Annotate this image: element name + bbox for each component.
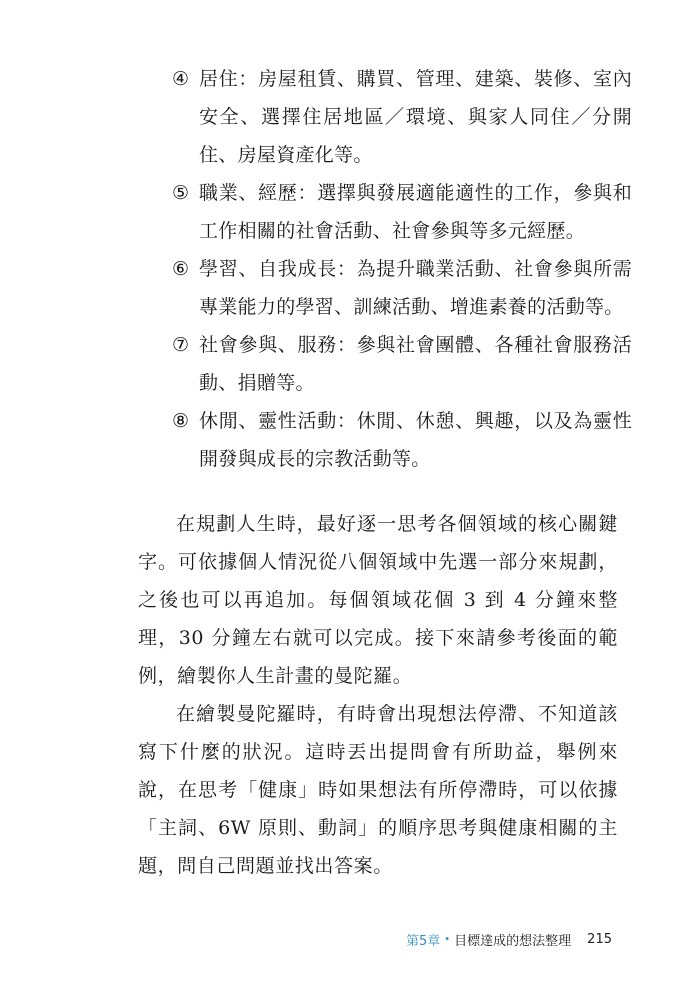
list-item	[172, 326, 632, 402]
list-item	[172, 250, 632, 326]
list-item-marker: ⑤	[172, 182, 190, 204]
list-item-text: 居住：房屋租賃、購買、管理、建築、裝修、室內安全、選擇住居地區／環境、與家人同住／分開住、房屋資產化等。	[199, 68, 632, 166]
list-item-text: 社會參與、服務：參與社會團體、各種社會服務活動、捐贈等。	[199, 334, 632, 394]
page-footer	[406, 930, 612, 949]
list-item-text: 學習、自我成長：為提升職業活動、社會參與所需專業能力的學習、訓練活動、增進素養的活動等。	[199, 258, 632, 318]
chapter-label: 第5章	[405, 934, 441, 949]
footer-separator: •	[444, 934, 451, 945]
page-number: 215	[587, 932, 612, 947]
list-item-marker: ⑧	[172, 410, 190, 432]
list-item-marker: ⑦	[172, 334, 190, 356]
list-item-text: 職業、經歷：選擇與發展適能適性的工作，參與和工作相關的社會活動、社會參與等多元經歷。	[199, 182, 632, 242]
list-item-marker: ④	[172, 68, 190, 90]
list-item	[172, 402, 632, 478]
chapter-title: 目標達成的想法整理	[454, 934, 572, 949]
list-item	[172, 174, 632, 250]
life-domain-list	[172, 60, 632, 478]
paragraph: 在繪製曼陀羅時，有時會出現想法停滯、不知道該寫下什麼的狀況。這時丟出提問會有所助益，舉例來說，在思考「健康」時如果想法有所停滯時，可以依據「主詞、6W 原則、動詞」的順序思考與健康相關的主題，問自己問題並找出答案。	[138, 703, 618, 877]
list-item-text: 休閒、靈性活動：休閒、休憩、興趣，以及為靈性開發與成長的宗教活動等。	[199, 410, 632, 470]
list-item	[172, 60, 632, 174]
list-item-marker: ⑥	[172, 258, 190, 280]
paragraph: 在規劃人生時，最好逐一思考各個領域的核心關鍵字。可依據個人情況從八個領域中先選一部分來規劃，之後也可以再追加。每個領域花個 3 到 4 分鐘來整理，30 分鐘左右就可以完成。接下來請參考後面的範例，繪製你人生計畫的曼陀羅。	[138, 513, 618, 687]
body-text	[138, 505, 618, 885]
